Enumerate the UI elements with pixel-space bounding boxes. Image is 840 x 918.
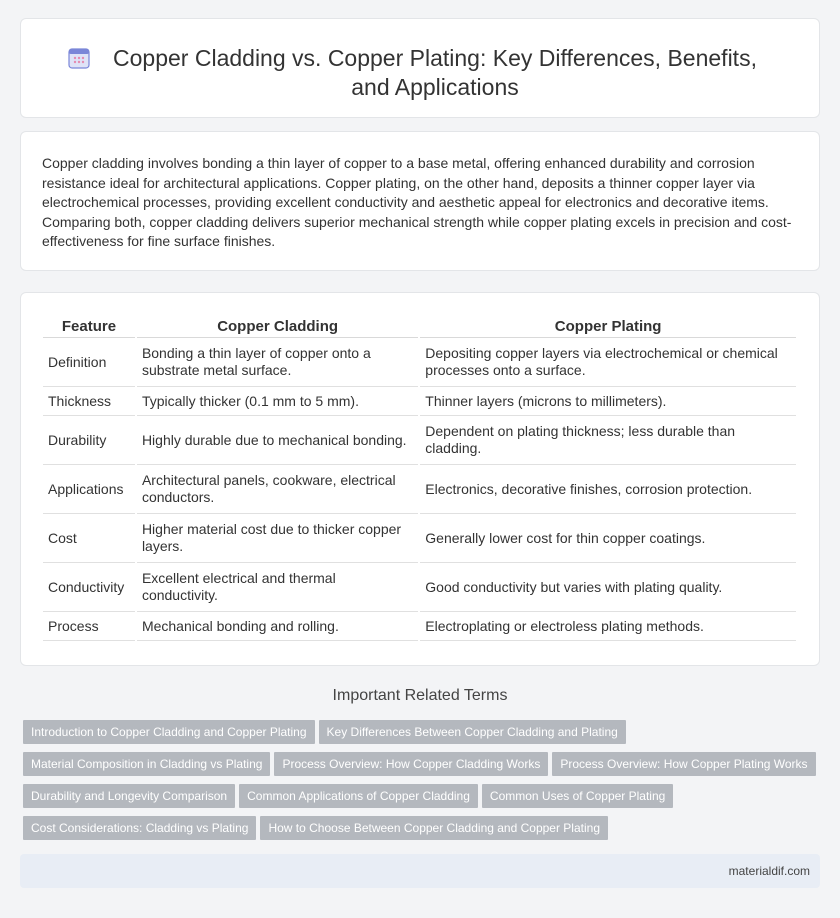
comparison-table — [41, 314, 798, 641]
related-term-tag[interactable]: Key Differences Between Copper Cladding and Plating — [319, 720, 626, 744]
intro-card — [20, 131, 820, 271]
related-term-tag[interactable]: Process Overview: How Copper Plating Works — [552, 752, 815, 776]
related-terms-list — [23, 720, 823, 848]
cladding-cell: Higher material cost due to thicker copper layers. — [137, 514, 418, 563]
plating-cell: Electroplating or electroless plating methods. — [420, 612, 796, 641]
comparison-card — [20, 292, 820, 666]
feature-cell: Applications — [43, 465, 135, 514]
plating-cell: Electronics, decorative finishes, corrosion protection. — [420, 465, 796, 514]
cladding-cell: Bonding a thin layer of copper onto a substrate metal surface. — [137, 338, 418, 387]
page-title: Copper Cladding vs. Copper Plating: Key Differences, Benefits, and Applications — [113, 45, 757, 100]
feature-cell: Thickness — [43, 387, 135, 416]
feature-cell: Durability — [43, 416, 135, 465]
related-term-tag[interactable]: Common Applications of Copper Cladding — [239, 784, 478, 808]
related-term-tag[interactable]: Material Composition in Cladding vs Plating — [23, 752, 270, 776]
footer-site-link[interactable]: materialdif.com — [728, 864, 810, 878]
cladding-cell: Highly durable due to mechanical bonding. — [137, 416, 418, 465]
plating-cell: Good conductivity but varies with plating quality. — [420, 563, 796, 612]
cladding-cell: Typically thicker (0.1 mm to 5 mm). — [137, 387, 418, 416]
table-row — [43, 338, 796, 387]
feature-cell: Conductivity — [43, 563, 135, 612]
plating-cell: Dependent on plating thickness; less durable than cladding. — [420, 416, 796, 465]
title-card — [20, 18, 820, 118]
related-term-tag[interactable]: Process Overview: How Copper Cladding Works — [274, 752, 548, 776]
feature-cell: Process — [43, 612, 135, 641]
table-row — [43, 514, 796, 563]
plating-cell: Thinner layers (microns to millimeters). — [420, 387, 796, 416]
cladding-cell: Mechanical bonding and rolling. — [137, 612, 418, 641]
plating-cell: Generally lower cost for thin copper coatings. — [420, 514, 796, 563]
related-term-tag[interactable]: How to Choose Between Copper Cladding and Copper Plating — [260, 816, 608, 840]
feature-cell: Cost — [43, 514, 135, 563]
header-copper-plating: Copper Plating — [420, 314, 796, 338]
plating-cell: Depositing copper layers via electrochemical or chemical processes onto a surface. — [420, 338, 796, 387]
table-row — [43, 387, 796, 416]
header-feature: Feature — [43, 314, 135, 338]
table-row — [43, 416, 796, 465]
table-row — [43, 612, 796, 641]
header-copper-cladding: Copper Cladding — [137, 314, 418, 338]
table-header-row — [43, 314, 796, 338]
table-row — [43, 465, 796, 514]
feature-cell: Definition — [43, 338, 135, 387]
intro-paragraph: Copper cladding involves bonding a thin layer of copper to a base metal, offering enhanced durability and corrosion resistance ideal for architectural applications. Copper plating, on the other hand, deposits a thinner copper layer via electrochemical processes, providing excellent conductivity and aesthetic appeal for electronics and decorative items. Comparing both, copper cladding delivers superior mechanical strength while copper plating excels in precision and cost-effectiveness for fine surface finishes. — [42, 155, 792, 250]
cladding-cell: Excellent electrical and thermal conductivity. — [137, 563, 418, 612]
footer — [20, 854, 820, 888]
related-terms-heading: Important Related Terms — [332, 687, 508, 704]
related-term-tag[interactable]: Durability and Longevity Comparison — [23, 784, 235, 808]
related-term-tag[interactable]: Cost Considerations: Cladding vs Plating — [23, 816, 256, 840]
cladding-cell: Architectural panels, cookware, electrical conductors. — [137, 465, 418, 514]
related-term-tag[interactable]: Introduction to Copper Cladding and Copper Plating — [23, 720, 315, 744]
table-row — [43, 563, 796, 612]
related-term-tag[interactable]: Common Uses of Copper Plating — [482, 784, 673, 808]
